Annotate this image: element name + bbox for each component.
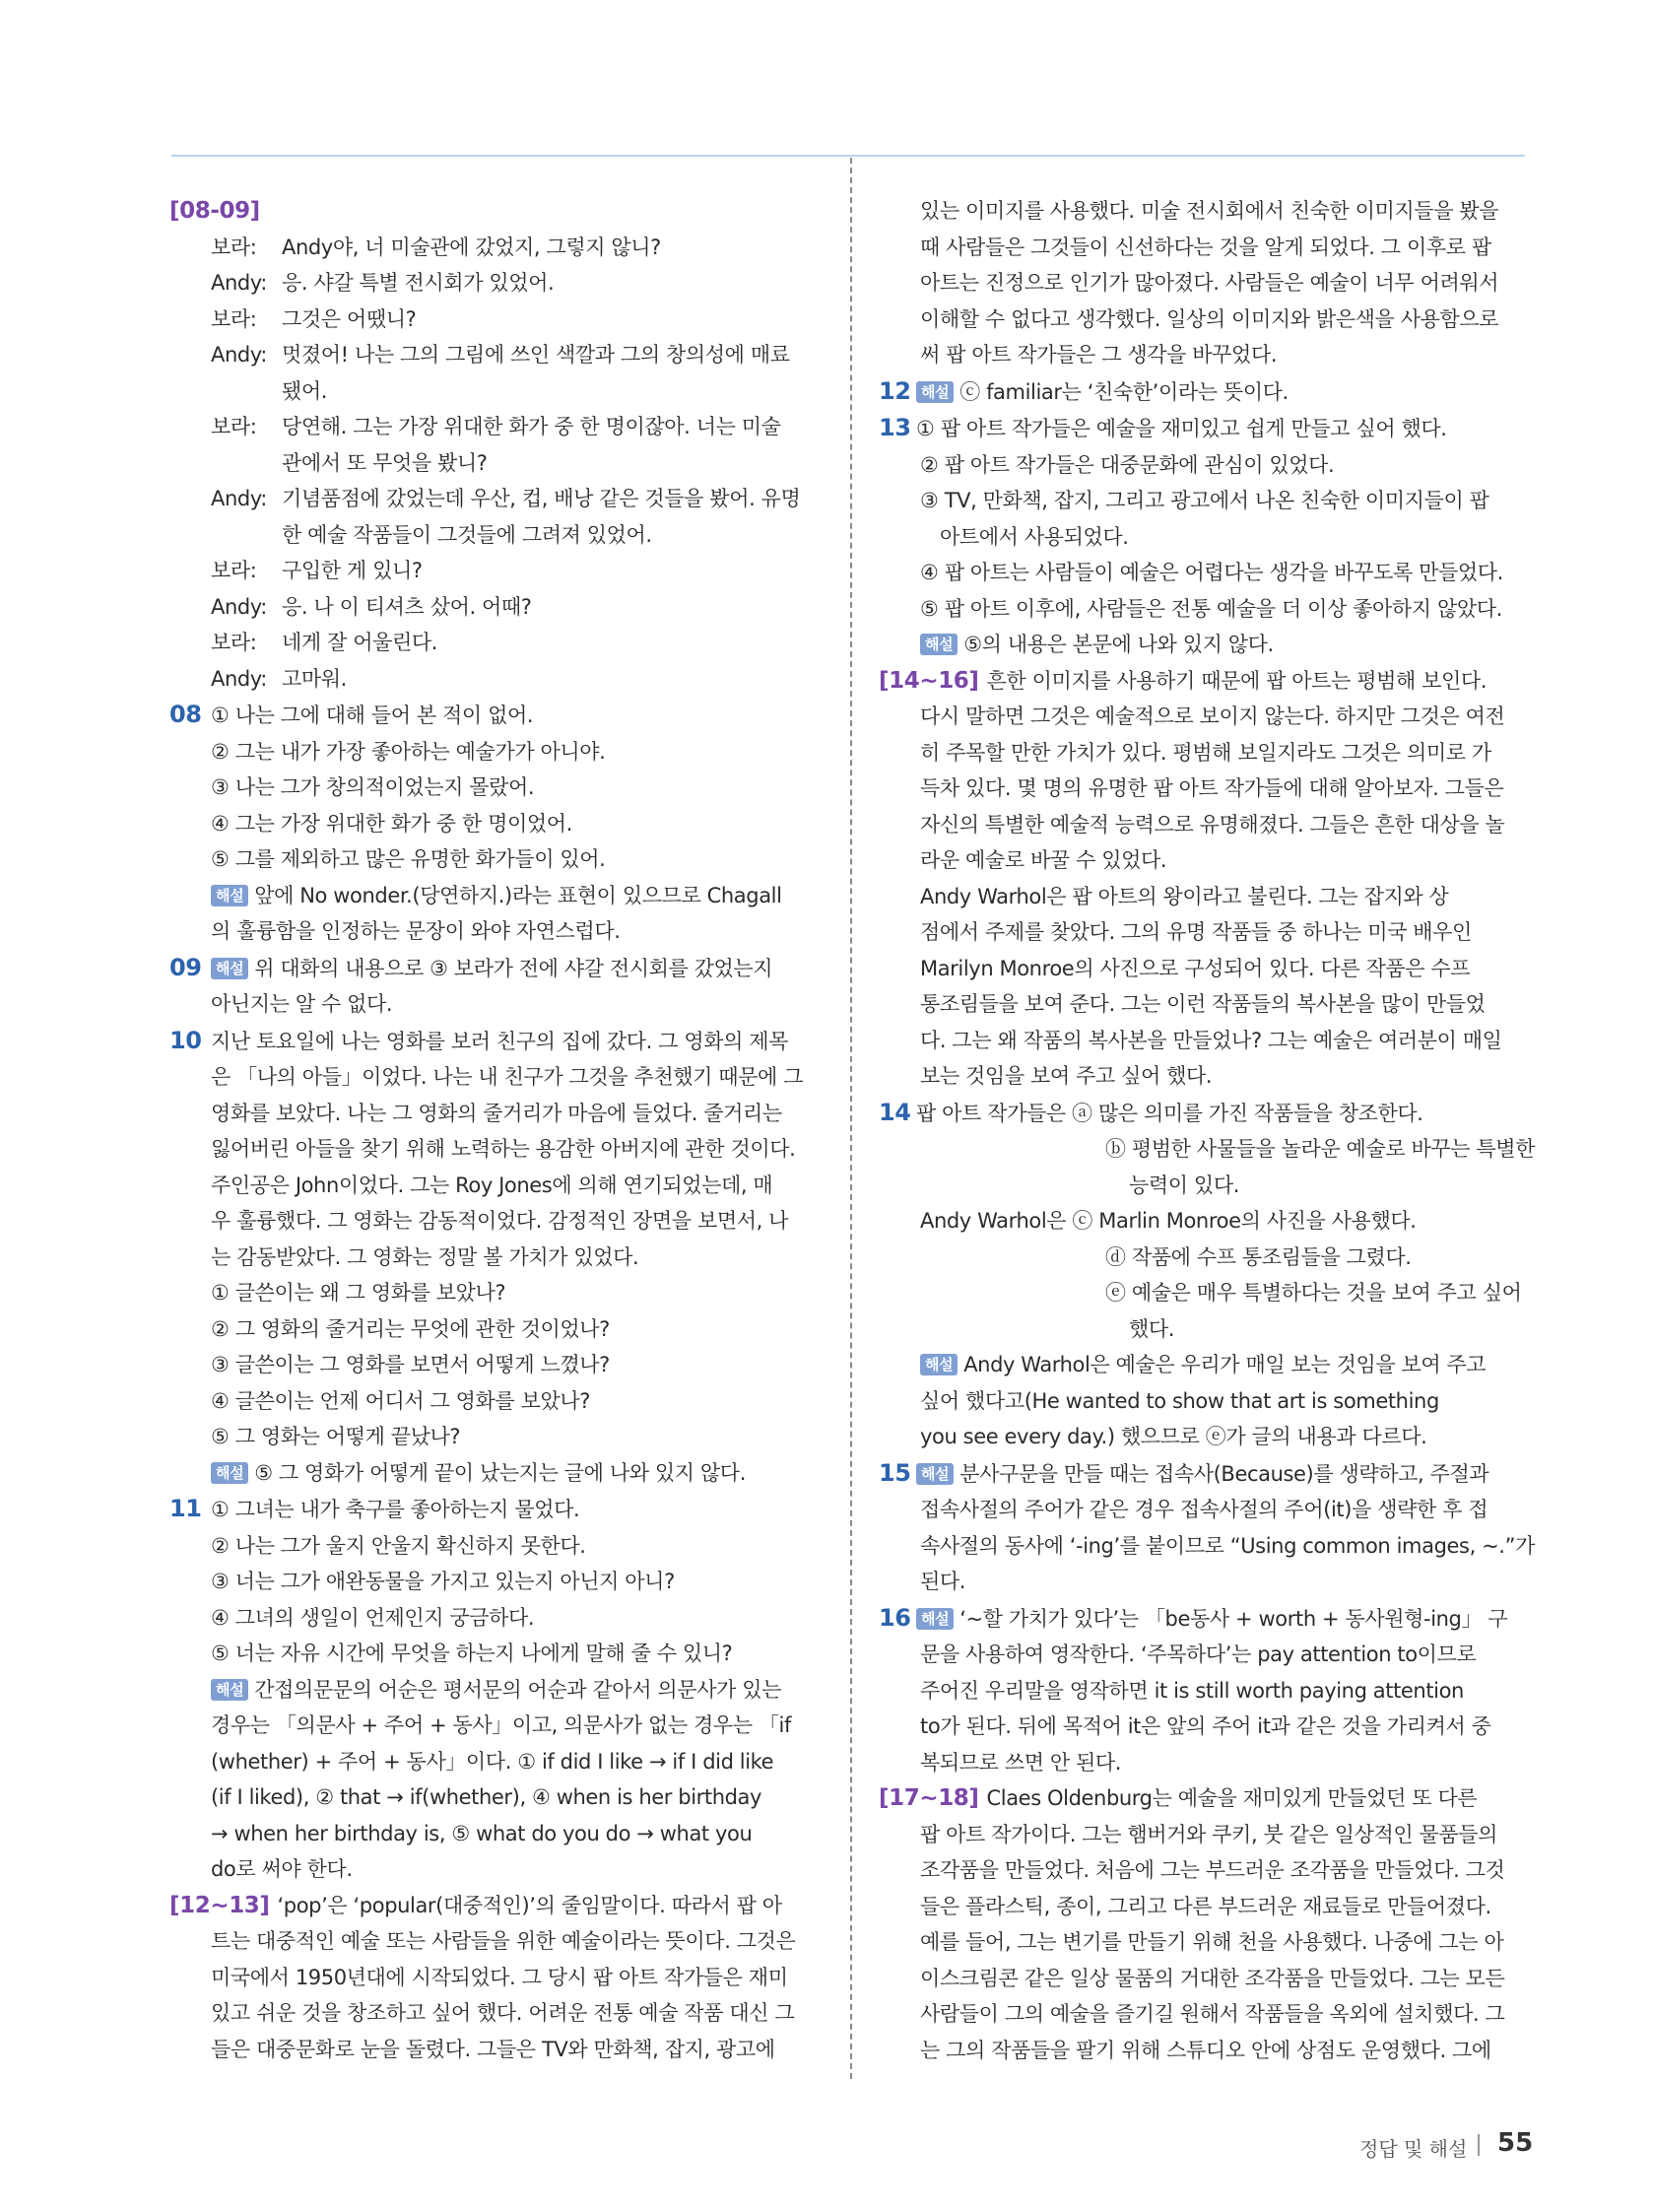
line-text: 때 사람들은 그것들이 신선하다는 것을 알게 되었다. 그 이후로 팝 <box>920 235 1491 259</box>
text-line <box>879 1924 1525 1961</box>
question-number: 11 <box>169 1495 202 1522</box>
dialog-line <box>169 409 820 445</box>
text-line <box>169 1672 820 1709</box>
line-text: 트는 대중적인 예술 또는 사람들을 위한 예술이라는 뜻이다. 그것은 <box>211 1929 796 1953</box>
text-line <box>879 337 1525 373</box>
question-number: 10 <box>169 1026 202 1054</box>
line-text: ② 나는 그가 울지 안울지 확신하지 못한다. <box>211 1533 586 1558</box>
text-line <box>169 697 820 734</box>
line-text: 는 그의 작품들을 팔기 위해 스튜디오 안에 상점도 운영했다. 그에 <box>920 2038 1491 2062</box>
line-text: ⑤ 그를 제외하고 많은 유명한 화가들이 있어. <box>211 847 606 871</box>
text-line <box>879 1673 1525 1709</box>
line-text: 우 훌륭했다. 그 영화는 감동적이었다. 감정적인 장면을 보면서, 나 <box>211 1209 789 1233</box>
line-text: 문을 사용하여 영작한다. ‘주목하다’는 pay attention to이므로 <box>920 1642 1477 1666</box>
text-line <box>879 591 1525 628</box>
text-line <box>169 986 820 1023</box>
dialog-text: 한 예술 작품들이 그것들에 그려져 있었어. <box>282 522 652 547</box>
line-text: ④ 그는 가장 위대한 화가 중 한 명이었어. <box>211 811 572 836</box>
line-text: Marilyn Monroe의 사진으로 구성되어 있다. 다른 작품은 수프 <box>920 956 1471 980</box>
explanation-badge: 해설 <box>211 958 248 979</box>
text-line <box>169 1564 820 1600</box>
column-divider <box>850 158 852 2079</box>
text-line <box>879 1419 1525 1455</box>
line-text: ⓑ 평범한 사물들을 놀라운 예술로 바꾸는 특별한 <box>1105 1137 1536 1161</box>
text-line <box>879 555 1525 591</box>
text-line <box>169 1059 820 1096</box>
text-line <box>169 1708 820 1744</box>
question-number: 14 <box>879 1098 911 1126</box>
line-text: 경우는 「의문사 + 주어 + 동사」이고, 의문사가 없는 경우는 「if <box>211 1713 791 1737</box>
text-line <box>169 1347 820 1383</box>
dialog-line <box>169 625 820 661</box>
text-line <box>879 483 1525 519</box>
line-text: you see every day.) 했으므로 ⓔ가 글의 내용과 다르다. <box>920 1425 1427 1448</box>
line-text: 속사절의 동사에 ‘-ing’를 붙이므로 “Using common images, ~.”가 <box>920 1533 1535 1558</box>
top-rule <box>171 155 1525 157</box>
text-line <box>879 1961 1525 1997</box>
text-line <box>169 878 820 914</box>
line-text: 앞에 No wonder.(당연하지.)라는 표현이 있으므로 Chagall <box>254 883 782 907</box>
dialog-line <box>169 445 820 482</box>
line-text: to가 된다. 뒤에 목적어 it은 앞의 주어 it과 같은 것을 가리켜서 중 <box>920 1714 1491 1738</box>
dialog-line <box>169 373 820 410</box>
question-number: 15 <box>879 1458 911 1487</box>
dialog-text: 응. 나 이 티셔츠 샀어. 어때? <box>282 594 532 619</box>
text-line <box>169 1528 820 1565</box>
text-line <box>879 519 1525 556</box>
speaker-name: Andy: <box>211 594 267 619</box>
text-line <box>169 1960 820 1996</box>
line-text: 다시 말하면 그것은 예술적으로 보이지 않는다. 하지만 그것은 여전 <box>920 704 1505 728</box>
line-text: ⑤의 내용은 본문에 나와 있지 않다. <box>963 633 1274 656</box>
text-line <box>169 1419 820 1455</box>
line-text: 이스크림콘 같은 일상 물품의 거대한 조각품을 만들었다. 그는 모든 <box>920 1966 1505 1990</box>
text-line <box>169 770 820 806</box>
text-line <box>879 373 1525 411</box>
dialog-line <box>169 481 820 517</box>
explanation-badge: 해설 <box>211 885 248 906</box>
speaker-name: 보라: <box>211 306 257 331</box>
line-text: ③ TV, 만화책, 잡지, 그리고 광고에서 나온 친숙한 이미지들이 팝 <box>920 489 1489 512</box>
explanation-badge: 해설 <box>916 1463 954 1485</box>
line-text: do로 써야 한다. <box>211 1857 353 1881</box>
question-number: 08 <box>169 701 202 728</box>
line-text: ② 그 영화의 줄거리는 무엇에 관한 것이었나? <box>211 1316 610 1341</box>
line-text: 접속사절의 주어가 같은 경우 접속사절의 주어(it)을 생략한 후 접 <box>920 1498 1488 1521</box>
text-line <box>879 1347 1525 1383</box>
line-text: 간접의문문의 어순은 평서문의 어순과 같아서 의문사가 있는 <box>254 1677 781 1702</box>
text-line <box>169 1023 820 1060</box>
line-text: ① 나는 그에 대해 들어 본 적이 없어. <box>211 704 534 727</box>
line-text: ④ 팝 아트는 사람들이 예술은 어렵다는 생각을 바꾸도록 만들었다. <box>920 561 1503 584</box>
dialog-text: 고마워. <box>282 666 347 691</box>
dialog-line <box>169 589 820 626</box>
right-column <box>879 193 1536 2068</box>
line-text: ③ 글쓴이는 그 영화를 보면서 어떻게 느꼈나? <box>211 1353 610 1376</box>
line-text: Claes Oldenburg는 예술을 재미있게 만들었던 또 다른 <box>986 1786 1478 1810</box>
text-line <box>879 1889 1525 1925</box>
text-line <box>879 1203 1525 1240</box>
line-text: 써 팝 아트 작가들은 그 생각을 바꾸었다. <box>920 343 1278 367</box>
footer-label: 정답 및 해설 <box>1359 2137 1468 2161</box>
section-label: [17~18] <box>879 1785 979 1811</box>
text-line <box>879 1709 1525 1745</box>
line-text: 득차 있다. 몇 명의 유명한 팝 아트 작가들에 대해 알아보자. 그들은 <box>920 776 1504 800</box>
line-text: 팝 아트 작가들은 ⓐ 많은 의미를 가진 작품들을 창조한다. <box>916 1101 1423 1125</box>
line-text: ⑤ 팝 아트 이후에, 사람들은 전통 예술을 더 이상 좋아하지 않았다. <box>920 596 1502 621</box>
text-line <box>879 1131 1536 1168</box>
line-text: 사람들이 그의 예술을 즐기길 원해서 작품들을 옥외에 설치했다. 그 <box>920 2002 1505 2026</box>
text-line <box>169 1131 820 1168</box>
text-line <box>169 806 820 842</box>
text-line <box>169 1168 820 1204</box>
question-number: 12 <box>879 376 911 405</box>
text-line <box>879 807 1525 843</box>
speaker-name: Andy: <box>211 666 267 691</box>
text-line <box>879 2033 1525 2069</box>
dialog-line <box>169 553 820 589</box>
section-label: [08-09] <box>169 198 260 224</box>
text-line <box>169 1275 820 1311</box>
text-line <box>879 1023 1525 1059</box>
text-line <box>169 1491 820 1528</box>
text-line <box>879 1311 1525 1348</box>
dialog-text: 응. 샤갈 특별 전시회가 있었어. <box>282 271 555 295</box>
line-text: ⓔ 예술은 매우 특별하다는 것을 보여 주고 싶어 <box>1105 1281 1522 1305</box>
line-text: 있는 이미지를 사용했다. 미술 전시회에서 친숙한 이미지들을 봤을 <box>920 199 1499 223</box>
dialog-text: 멋졌어! 나는 그의 그림에 쓰인 색깔과 그의 창의성에 매료 <box>282 343 790 367</box>
dialog-text: 네게 잘 어울린다. <box>282 631 438 654</box>
text-line <box>879 447 1525 484</box>
line-text: 된다. <box>920 1570 966 1593</box>
text-line <box>169 734 820 771</box>
text-line <box>879 1095 1525 1132</box>
dialog-line <box>169 302 820 338</box>
dialog-line <box>169 230 820 266</box>
page-number: 55 <box>1497 2128 1534 2158</box>
text-line <box>879 699 1525 735</box>
text-line <box>879 1275 1525 1311</box>
line-text: 싶어 했다고(He wanted to show that art is something <box>920 1388 1439 1413</box>
text-line <box>879 1240 1525 1276</box>
line-text: 보는 것임을 보여 주고 싶어 했다. <box>920 1064 1213 1088</box>
text-line <box>169 1923 820 1960</box>
line-text: ④ 글쓴이는 언제 어디서 그 영화를 보았나? <box>211 1388 590 1413</box>
line-text: 통조림들을 보여 준다. 그는 이런 작품들의 복사본을 많이 만들었 <box>920 992 1486 1016</box>
line-text: ① 팝 아트 작가들은 예술을 재미있고 쉽게 만들고 싶어 했다. <box>916 417 1447 440</box>
line-text: 히 주목할 만한 가치가 있다. 평범해 보일지라도 그것은 의미로 가 <box>920 740 1491 765</box>
line-text: ‘pop’은 ‘popular(대중적인)’의 줄임말이다. 따라서 팝 아 <box>277 1893 782 1917</box>
dialog-text: 관에서 또 무엇을 봤니? <box>282 450 488 475</box>
explanation-badge: 해설 <box>920 634 958 655</box>
section-header <box>169 193 820 230</box>
text-line <box>879 1492 1525 1528</box>
line-text: 자신의 특별한 예술적 능력으로 유명해졌다. 그들은 흔한 대상을 놀 <box>920 812 1505 837</box>
text-line <box>879 265 1525 302</box>
section-label: [12~13] <box>169 1892 270 1918</box>
explanation-badge: 해설 <box>211 1679 248 1701</box>
line-text: 능력이 있다. <box>1129 1173 1239 1197</box>
line-text: 다. 그는 왜 작품의 복사본을 만들었나? 그는 예술은 여러분이 매일 <box>920 1028 1502 1052</box>
text-line <box>879 1455 1525 1493</box>
line-text: ③ 너는 그가 애완동물을 가지고 있는지 아닌지 아니? <box>211 1570 675 1593</box>
text-line <box>879 986 1525 1023</box>
line-text: 예를 들어, 그는 변기를 만들기 위해 천을 사용했다. 나중에 그는 아 <box>920 1930 1504 1954</box>
line-text: ② 그는 내가 가장 좋아하는 예술가가 아니야. <box>211 739 606 764</box>
text-line <box>879 1383 1525 1420</box>
line-text: 분사구문을 만들 때는 접속사(Because)를 생략하고, 주절과 <box>959 1461 1489 1486</box>
line-text: → when her birthday is, ⑤ what do you do → what you <box>211 1821 753 1845</box>
speaker-name: 보라: <box>211 631 257 654</box>
explanation-badge: 해설 <box>211 1462 248 1484</box>
question-number: 13 <box>879 414 911 441</box>
text-line <box>879 771 1525 807</box>
section-label: [14~16] <box>879 667 979 694</box>
text-line <box>169 2032 820 2068</box>
text-line <box>879 914 1525 951</box>
line-text: ⑤ 그 영화는 어떻게 끝났나? <box>211 1425 461 1448</box>
line-text: 영화를 보았다. 나는 그 영화의 줄거리가 마음에 들었다. 줄거리는 <box>211 1101 782 1125</box>
question-number: 16 <box>879 1603 911 1632</box>
text-line <box>169 1816 820 1852</box>
text-line <box>879 1058 1525 1095</box>
line-text: 잃어버린 아들을 찾기 위해 노력하는 용감한 아버지에 관한 것이다. <box>211 1137 796 1161</box>
line-text: 있고 쉬운 것을 창조하고 싶어 했다. 어려운 전통 예술 작품 대신 그 <box>211 2001 795 2025</box>
text-line <box>169 1636 820 1672</box>
line-text: Andy Warhol은 ⓒ Marlin Monroe의 사진을 사용했다. <box>920 1209 1417 1233</box>
line-text: 라운 예술로 바꿀 수 있었다. <box>920 848 1167 872</box>
text-line <box>879 1168 1525 1204</box>
line-text: ‘~할 가치가 있다’는 「be동사 + worth + 동사원형-ing」 구 <box>959 1606 1508 1631</box>
line-text: 조각품을 만들었다. 처음에 그는 부드러운 조각품을 만들었다. 그것 <box>920 1858 1505 1882</box>
text-line <box>169 950 820 987</box>
line-text: 는 감동받았다. 그 영화는 정말 볼 가치가 있었다. <box>211 1244 639 1269</box>
line-text: ⑤ 그 영화가 어떻게 끝이 났는지는 글에 나와 있지 않다. <box>254 1460 746 1485</box>
line-text: 했다. <box>1129 1316 1175 1341</box>
speaker-name: Andy: <box>211 271 267 295</box>
text-line <box>169 1600 820 1637</box>
text-line <box>879 735 1525 771</box>
line-text: 이해할 수 없다고 생각했다. 일상의 이미지와 밝은색을 사용함으로 <box>920 306 1499 331</box>
dialog-line <box>169 517 820 554</box>
speaker-name: 보라: <box>211 415 257 438</box>
line-text: (whether) + 주어 + 동사」이다. ① if did I like → if I did like <box>211 1749 774 1774</box>
line-text: 의 훌륭함을 인정하는 문장이 와야 자연스럽다. <box>211 919 621 943</box>
dialog-line <box>169 661 820 698</box>
text-line <box>879 193 1525 230</box>
text-line <box>879 1745 1525 1781</box>
text-line <box>879 951 1525 987</box>
line-text: ⑤ 너는 자유 시간에 무엇을 하는지 나에게 말해 줄 수 있니? <box>211 1642 733 1665</box>
line-text: 흔한 이미지를 사용하기 때문에 팝 아트는 평범해 보인다. <box>986 668 1488 693</box>
text-line <box>879 230 1525 266</box>
text-line <box>879 1528 1535 1565</box>
speaker-name: 보라: <box>211 235 257 259</box>
text-line <box>169 1744 820 1780</box>
line-text: 미국에서 1950년대에 시작되었다. 그 당시 팝 아트 작가들은 재미 <box>211 1965 788 1989</box>
text-line <box>879 663 1525 700</box>
line-text: ① 글쓴이는 왜 그 영화를 보았나? <box>211 1281 506 1305</box>
speaker-name: 보라: <box>211 559 257 582</box>
dialog-text: 당연해. 그는 가장 위대한 화가 중 한 명이잖아. 너는 미술 <box>282 415 781 438</box>
text-line <box>169 1455 820 1492</box>
line-text: 아트에서 사용되었다. <box>940 524 1129 549</box>
text-line <box>879 410 1525 447</box>
text-line <box>879 627 1525 663</box>
explanation-badge: 해설 <box>916 381 954 403</box>
text-line <box>879 1637 1525 1673</box>
line-text: 점에서 주제를 찾았다. 그의 유명 작품들 중 하나는 미국 배우인 <box>920 920 1472 944</box>
question-number: 09 <box>169 953 202 981</box>
line-text: 복되므로 쓰면 안 된다. <box>920 1750 1122 1775</box>
line-text: Andy Warhol은 팝 아트의 왕이라고 불린다. 그는 잡지와 상 <box>920 884 1449 908</box>
line-text: ③ 나는 그가 창의적이었는지 몰랐어. <box>211 775 535 799</box>
text-line <box>879 879 1525 915</box>
text-line <box>879 1852 1525 1889</box>
dialog-text: 그것은 어땠니? <box>282 306 417 331</box>
text-line <box>879 842 1525 879</box>
explanation-badge: 해설 <box>920 1354 958 1375</box>
text-line <box>169 841 820 878</box>
line-text: 지난 토요일에 나는 영화를 보러 친구의 집에 갔다. 그 영화의 제목 <box>211 1029 789 1053</box>
dialog-text: Andy야, 너 미술관에 갔었지, 그렇지 않니? <box>282 235 661 259</box>
line-text: ① 그녀는 내가 축구를 좋아하는지 물었다. <box>211 1498 580 1521</box>
text-line <box>879 1600 1525 1638</box>
dialog-text: 구입한 게 있니? <box>282 559 423 582</box>
text-line <box>169 1311 820 1348</box>
line-text: 주어진 우리말을 영작하면 it is still worth paying attention <box>920 1678 1464 1703</box>
line-text: ④ 그녀의 생일이 언제인지 궁금하다. <box>211 1605 535 1630</box>
footer-separator <box>1478 2134 1480 2156</box>
line-text: 들은 플라스틱, 종이, 그리고 다른 부드러운 재료들로 만들어졌다. <box>920 1894 1491 1918</box>
text-line <box>879 1564 1525 1600</box>
dialog-text: 됐어. <box>282 378 328 403</box>
line-text: ② 팝 아트 작가들은 대중문화에 관심이 있었다. <box>920 452 1335 477</box>
text-line <box>879 302 1525 338</box>
line-text: 팝 아트 작가이다. 그는 햄버거와 쿠키, 붓 같은 일상적인 물품들의 <box>920 1822 1498 1846</box>
text-line <box>169 1203 820 1240</box>
speaker-name: Andy: <box>211 487 267 510</box>
text-line <box>169 1995 820 2032</box>
text-line <box>169 1851 820 1888</box>
line-text: 주인공은 John이었다. 그는 Roy Jones에 의해 연기되었는데, 매 <box>211 1173 773 1197</box>
line-text: Andy Warhol은 예술은 우리가 매일 보는 것임을 보여 주고 <box>963 1353 1487 1376</box>
line-text: 위 대화의 내용으로 ③ 보라가 전에 샤갈 전시회를 갔었는지 <box>254 956 773 980</box>
text-line <box>169 1888 820 1924</box>
text-line <box>169 1096 820 1132</box>
dialog-line <box>169 265 820 302</box>
text-line <box>169 913 820 950</box>
text-line <box>169 1779 820 1816</box>
dialog-text: 기념품점에 갔었는데 우산, 컵, 배낭 같은 것들을 봤어. 유명 <box>282 487 801 510</box>
text-line <box>879 1780 1525 1817</box>
line-text: 들은 대중문화로 눈을 돌렸다. 그들은 TV와 만화책, 잡지, 광고에 <box>211 2037 775 2061</box>
speaker-name: Andy: <box>211 343 267 367</box>
line-text: 아트는 진정으로 인기가 많아졌다. 사람들은 예술이 너무 어려워서 <box>920 271 1499 295</box>
text-line <box>169 1240 820 1276</box>
left-column <box>169 193 820 2067</box>
text-line <box>879 1996 1525 2033</box>
text-line <box>879 1817 1525 1853</box>
line-text: 은 「나의 아들」이었다. 나는 내 친구가 그것을 추천했기 때문에 그 <box>211 1065 804 1089</box>
line-text: ⓒ familiar는 ‘친숙한’이라는 뜻이다. <box>959 379 1289 404</box>
line-text: ⓓ 작품에 수프 통조림들을 그렸다. <box>1105 1244 1412 1269</box>
text-line <box>169 1383 820 1420</box>
line-text: 아닌지는 알 수 없다. <box>211 992 393 1016</box>
line-text: (if I liked), ② that → if(whether), ④ when is her birthday <box>211 1785 762 1809</box>
dialog-line <box>169 337 820 373</box>
explanation-badge: 해설 <box>916 1608 954 1630</box>
